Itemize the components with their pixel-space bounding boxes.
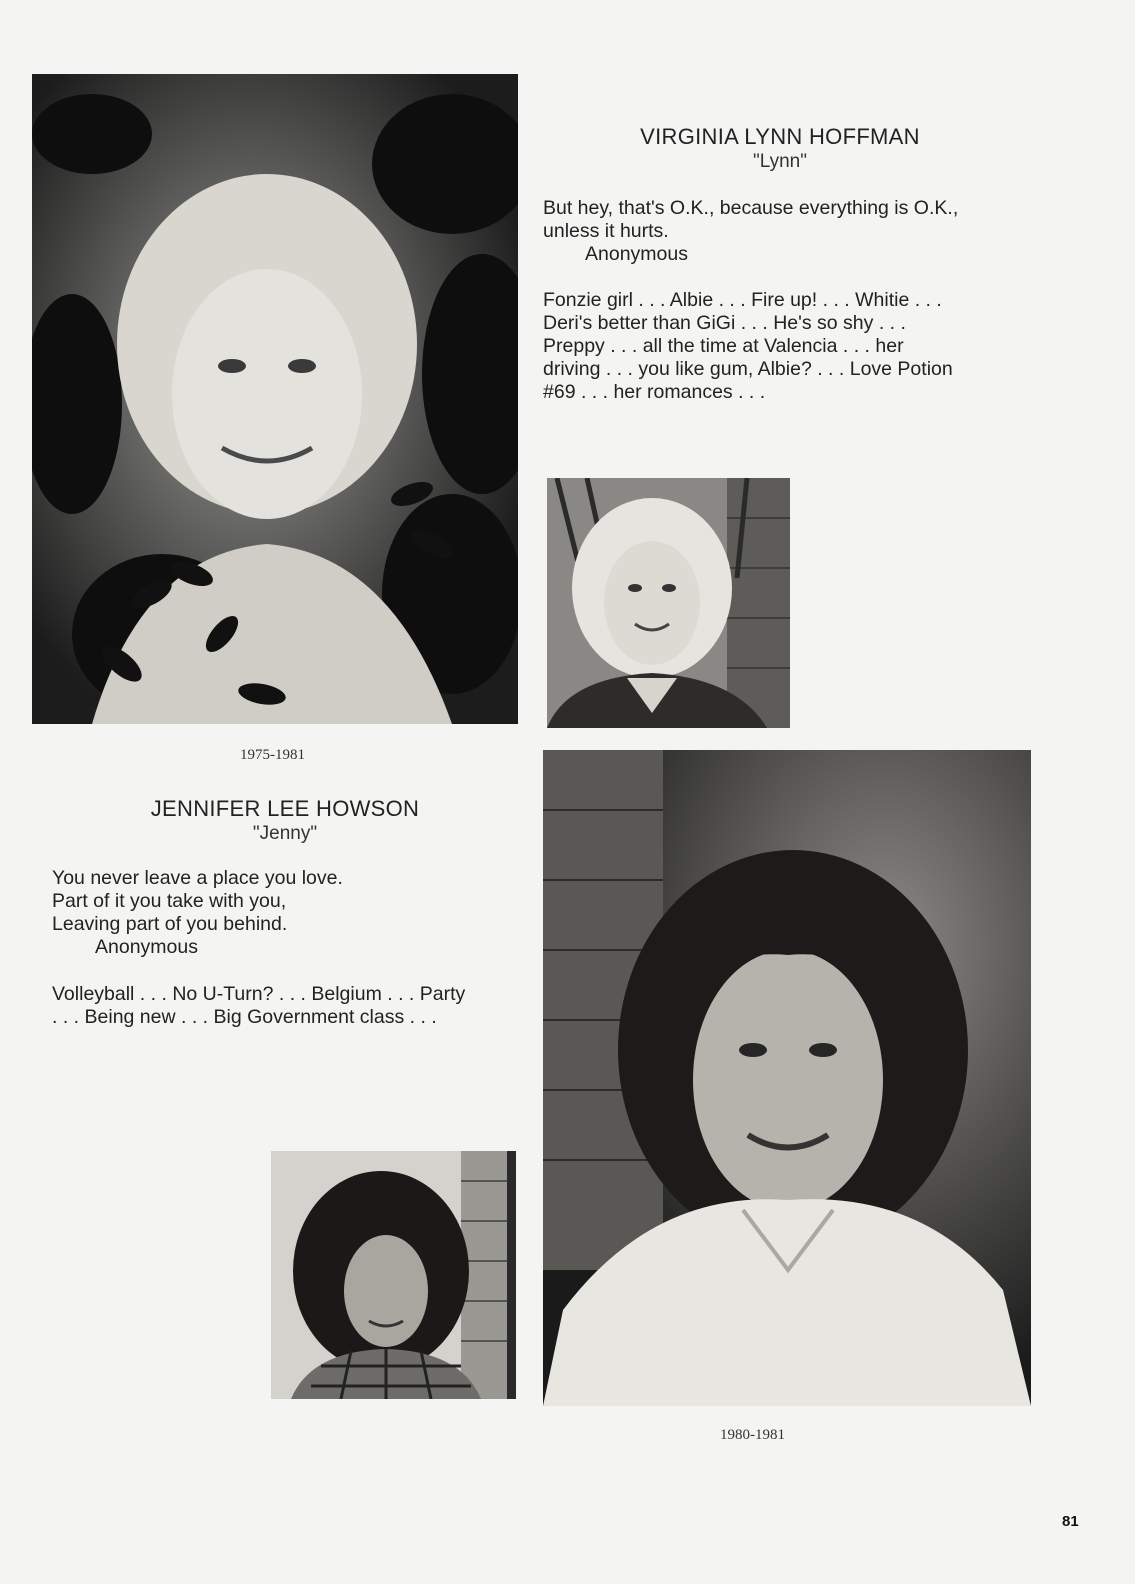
howson-candid-photo <box>271 1151 516 1399</box>
hoffman-name: VIRGINIA LYNN HOFFMAN <box>640 124 920 149</box>
page-number: 81 <box>1062 1513 1079 1530</box>
hoffman-memories-line: Fonzie girl . . . Albie . . . Fire up! . . . Whitie . . . <box>543 289 942 311</box>
hoffman-memories-line: Deri's better than GiGi . . . He's so shy . . . <box>543 312 906 334</box>
hoffman-portrait-photo <box>32 74 518 724</box>
howson-memories-line: . . . Being new . . . Big Government class . . . <box>52 1006 437 1028</box>
howson-nickname: "Jenny" <box>252 823 318 844</box>
hoffman-memories-line: Preppy . . . all the time at Valencia . . . her <box>543 335 904 357</box>
howson-years: 1980-1981 <box>720 1427 785 1443</box>
howson-quote-author: Anonymous <box>95 936 198 958</box>
howson-quote-line: You never leave a place you love. <box>52 867 343 889</box>
hoffman-quote-line: unless it hurts. <box>543 220 669 242</box>
hoffman-candid-photo <box>547 478 790 728</box>
hoffman-memories-line: driving . . . you like gum, Albie? . . . Love Potion <box>543 358 953 380</box>
howson-portrait-photo <box>543 750 1031 1406</box>
howson-quote-line: Part of it you take with you, <box>52 890 287 912</box>
howson-quote-line: Leaving part of you behind. <box>52 913 288 935</box>
hoffman-memories-line: #69 . . . her romances . . . <box>543 381 766 403</box>
hoffman-years: 1975-1981 <box>240 747 305 763</box>
howson-memories-line: Volleyball . . . No U-Turn? . . . Belgium . . . Party <box>52 983 466 1005</box>
hoffman-quote-author: Anonymous <box>585 243 688 265</box>
hoffman-nickname: "Lynn" <box>753 151 807 172</box>
hoffman-quote-line: But hey, that's O.K., because everything is O.K., <box>543 197 959 219</box>
howson-name: JENNIFER LEE HOWSON <box>150 796 420 821</box>
